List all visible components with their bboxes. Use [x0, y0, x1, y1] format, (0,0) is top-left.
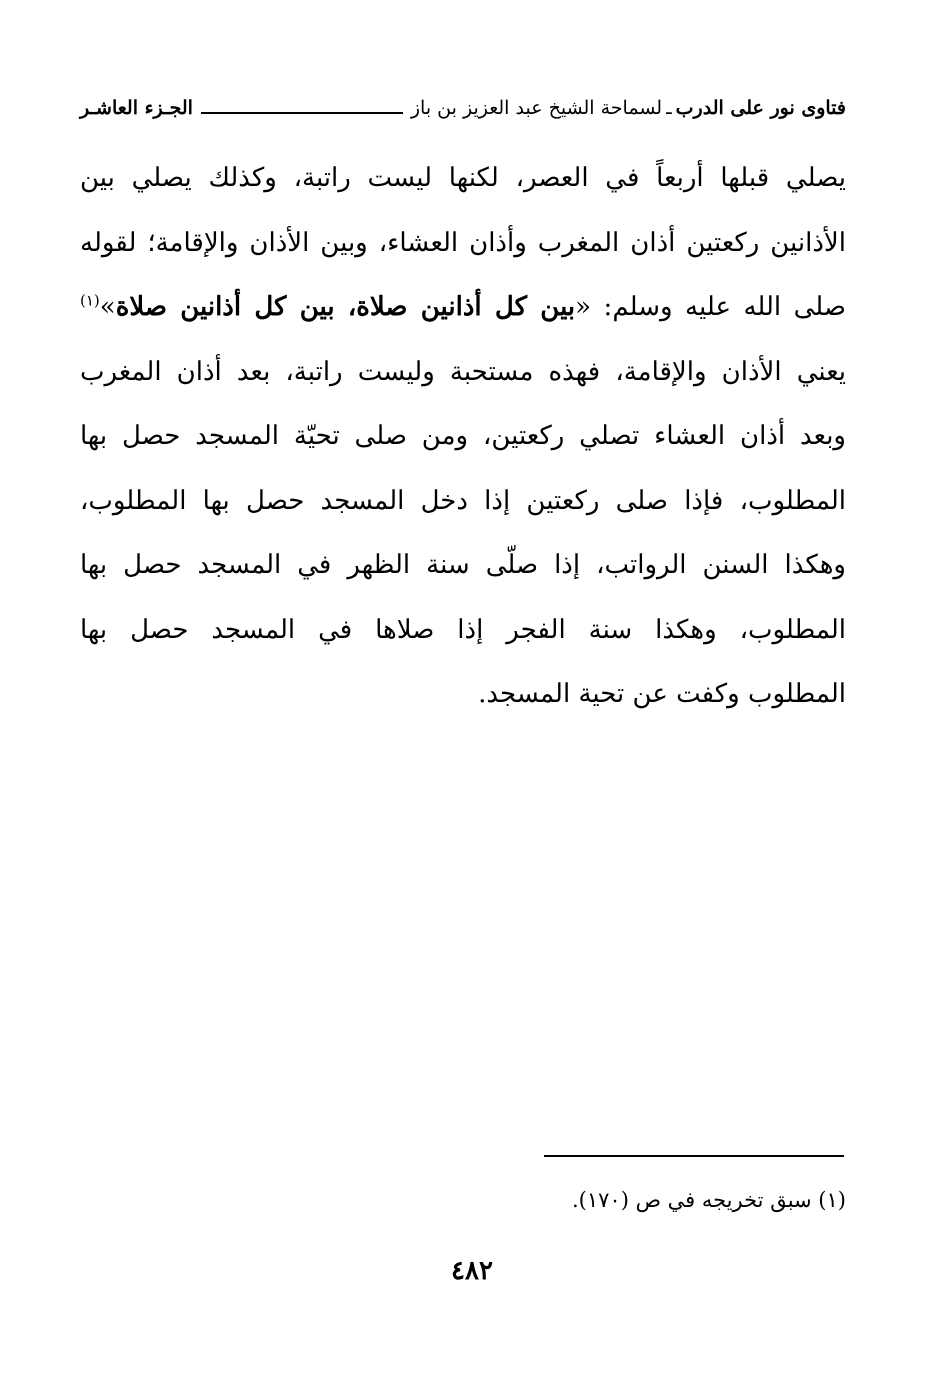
header-rule: [201, 112, 403, 114]
text-line-hadith: [80, 275, 846, 340]
text-line: وبعد أذان العشاء تصلي ركعتين، ومن صلى تحيّة المسجد حصل بها: [80, 421, 846, 451]
header-book-title: فتاوى نور على الدرب: [675, 97, 846, 119]
header-author: لسماحة الشيخ عبد العزيز بن باز: [410, 97, 663, 119]
hadith-quote: بين كل أذانين صلاة، بين كل أذانين صلاة: [115, 292, 576, 322]
text-line: يعني الأذان والإقامة، فهذه مستحبة وليست راتبة، بعد أذان المغرب: [80, 356, 846, 387]
body-text: [80, 146, 846, 727]
hadith-prefix: صلى الله عليه وسلم: «: [575, 292, 846, 322]
text-line: يصلي قبلها أربعاً في العصر، لكنها ليست راتبة، وكذلك يصلي بين: [80, 163, 846, 193]
text-line: وهكذا السنن الرواتب، إذا صلّى سنة الظهر في المسجد حصل بها: [80, 550, 846, 580]
text-line: المطلوب وكفت عن تحية المسجد.: [478, 679, 846, 709]
text-line: المطلوب، وهكذا سنة الفجر إذا صلاها في المسجد حصل بها: [80, 614, 846, 645]
footnote-reference: (١): [80, 291, 100, 310]
header-separator: ـ: [666, 97, 672, 119]
header-part: الجـزء العاشـر: [80, 97, 193, 119]
text-line: الأذانين ركعتين أذان المغرب وأذان العشاء، وبين الأذان والإقامة؛ لقوله: [80, 227, 846, 258]
text-line: المطلوب، فإذا صلى ركعتين إذا دخل المسجد حصل بها المطلوب،: [80, 485, 846, 516]
running-header: [80, 90, 846, 126]
footnote-divider: [544, 1155, 844, 1157]
hadith-suffix: »: [99, 292, 116, 322]
footnote: (١) سبق تخريجه في ص (١٧٠).: [572, 1188, 846, 1212]
page-number: ٤٨٢: [451, 1256, 493, 1286]
